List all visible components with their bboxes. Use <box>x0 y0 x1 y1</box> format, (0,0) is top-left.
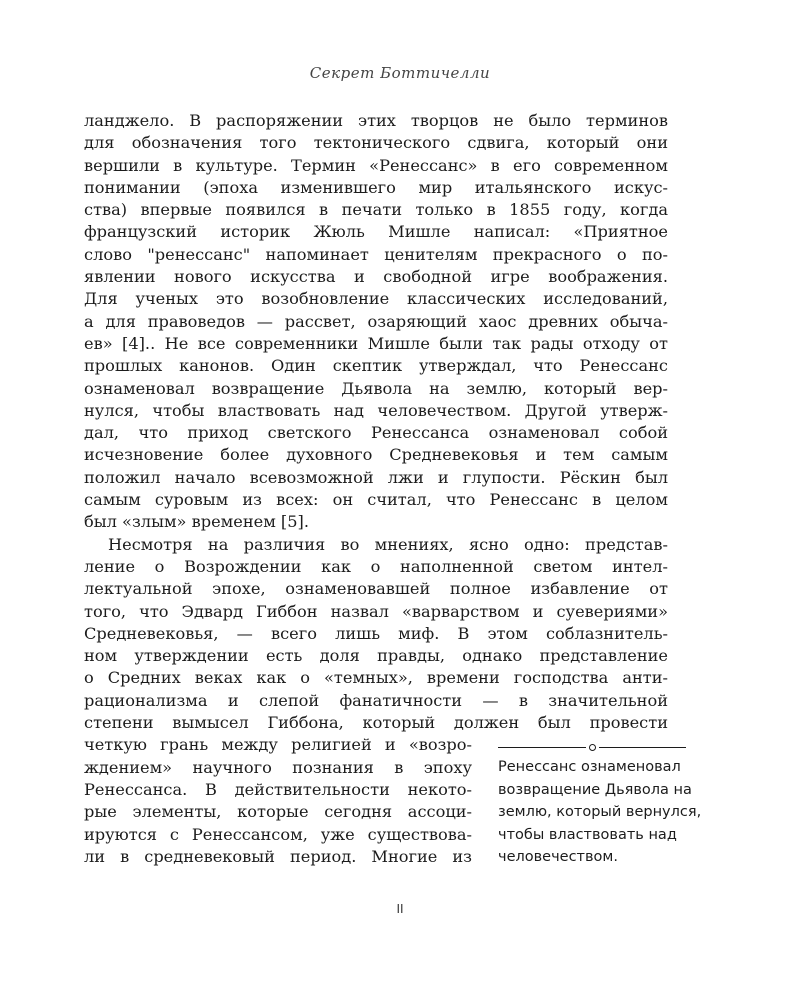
text-line: Для ученых это возобновление классических исследований, <box>84 289 668 309</box>
text-line: вершили в культуре. Термин «Ренессанс» в его современном <box>84 155 668 175</box>
text-line: четкую грань между религией и «возро- <box>84 735 472 755</box>
text-line: ев» [4].. Не все современники Мишле были так рады отходу от <box>84 333 668 353</box>
text-line: Несмотря на различия во мнениях, ясно одно: представ- <box>108 534 668 554</box>
text-line: ланджело. В распоряжении этих творцов не было терминов <box>84 111 668 130</box>
text-line: понимании (эпоха изменившего мир итальянского искус- <box>84 177 668 197</box>
text-line: того, что Эдвард Гиббон назвал «варварством и суевериями» <box>84 601 668 621</box>
pull-quote-line: возвращение Дьявола на <box>498 781 692 798</box>
text-line: степени вымысел Гиббона, который должен был провести <box>84 713 668 733</box>
text-line: французский историк Жюль Мишле написал: «Приятное <box>84 222 668 242</box>
text-line: ознаменовал возвращение Дьявола на землю, который вер- <box>84 378 668 398</box>
text-line: ства) впервые появился в печати только в 1855 году, когда <box>84 200 668 220</box>
circle-ornament-icon <box>589 744 596 751</box>
text-line: ление о Возрождении как о наполненной светом интел- <box>84 556 668 576</box>
text-line: слово "ренессанс" напоминает ценителям прекрасного о по- <box>84 244 668 264</box>
text-line: явлении нового искусства и свободной игре воображения. <box>84 267 668 287</box>
rule-line <box>498 747 586 748</box>
page-number: II <box>396 902 404 916</box>
text-line: рые элементы, которые сегодня ассоци- <box>84 802 472 822</box>
text-line: рационализма и слепой фанатичности — в значительной <box>84 690 668 710</box>
pull-quote-line: Ренессанс ознаменовал <box>498 759 681 775</box>
pull-quote <box>498 738 702 869</box>
text-line: был «злым» временем [5]. <box>84 512 310 532</box>
text-line: ли в средневековый период. Многие из <box>84 846 472 866</box>
text-line: Средневековья, — всего лишь миф. В этом соблазнитель- <box>84 623 668 643</box>
text-line: ируются с Ренессансом, уже существова- <box>84 824 472 844</box>
text-line: а для правоведов — рассвет, озаряющий хаос древних обыча- <box>84 311 668 331</box>
text-line: ном утверждении есть доля правды, однако представление <box>84 646 668 666</box>
text-line: ждением» научного познания в эпоху <box>84 757 472 777</box>
text-line: для обозначения того тектонического сдвига, который они <box>84 133 668 153</box>
text-line: прошлых канонов. Один скептик утверждал, что Ренессанс <box>84 356 668 376</box>
running-head: Секрет Боттичелли <box>309 64 491 82</box>
text-line: Ренессанса. В действительности некото- <box>84 779 472 799</box>
pull-quote-line: землю, который вернулся, <box>498 804 702 821</box>
pull-quote-line: человечеством. <box>498 849 618 866</box>
text-line: лектуальной эпохе, ознаменовавшей полное избавление от <box>84 579 668 599</box>
rule-line <box>599 747 687 748</box>
pull-quote-rule <box>498 738 686 756</box>
text-line: дал, что приход светского Ренессанса ознаменовал собой <box>84 423 668 443</box>
text-line: о Средних веках как о «темных», времени господства анти- <box>84 668 668 688</box>
text-line: положил начало всевозможной лжи и глупости. Рёскин был <box>84 467 668 487</box>
text-line: самым суровым из всех: он считал, что Ренессанс в целом <box>84 490 668 510</box>
text-line: исчезновение более духовного Средневековья и тем самым <box>84 445 668 465</box>
pull-quote-line: чтобы властвовать над <box>498 826 677 843</box>
paragraph-1 <box>84 110 668 534</box>
text-line: нулся, чтобы властвовать над человечеством. Другой утверж- <box>84 400 668 420</box>
